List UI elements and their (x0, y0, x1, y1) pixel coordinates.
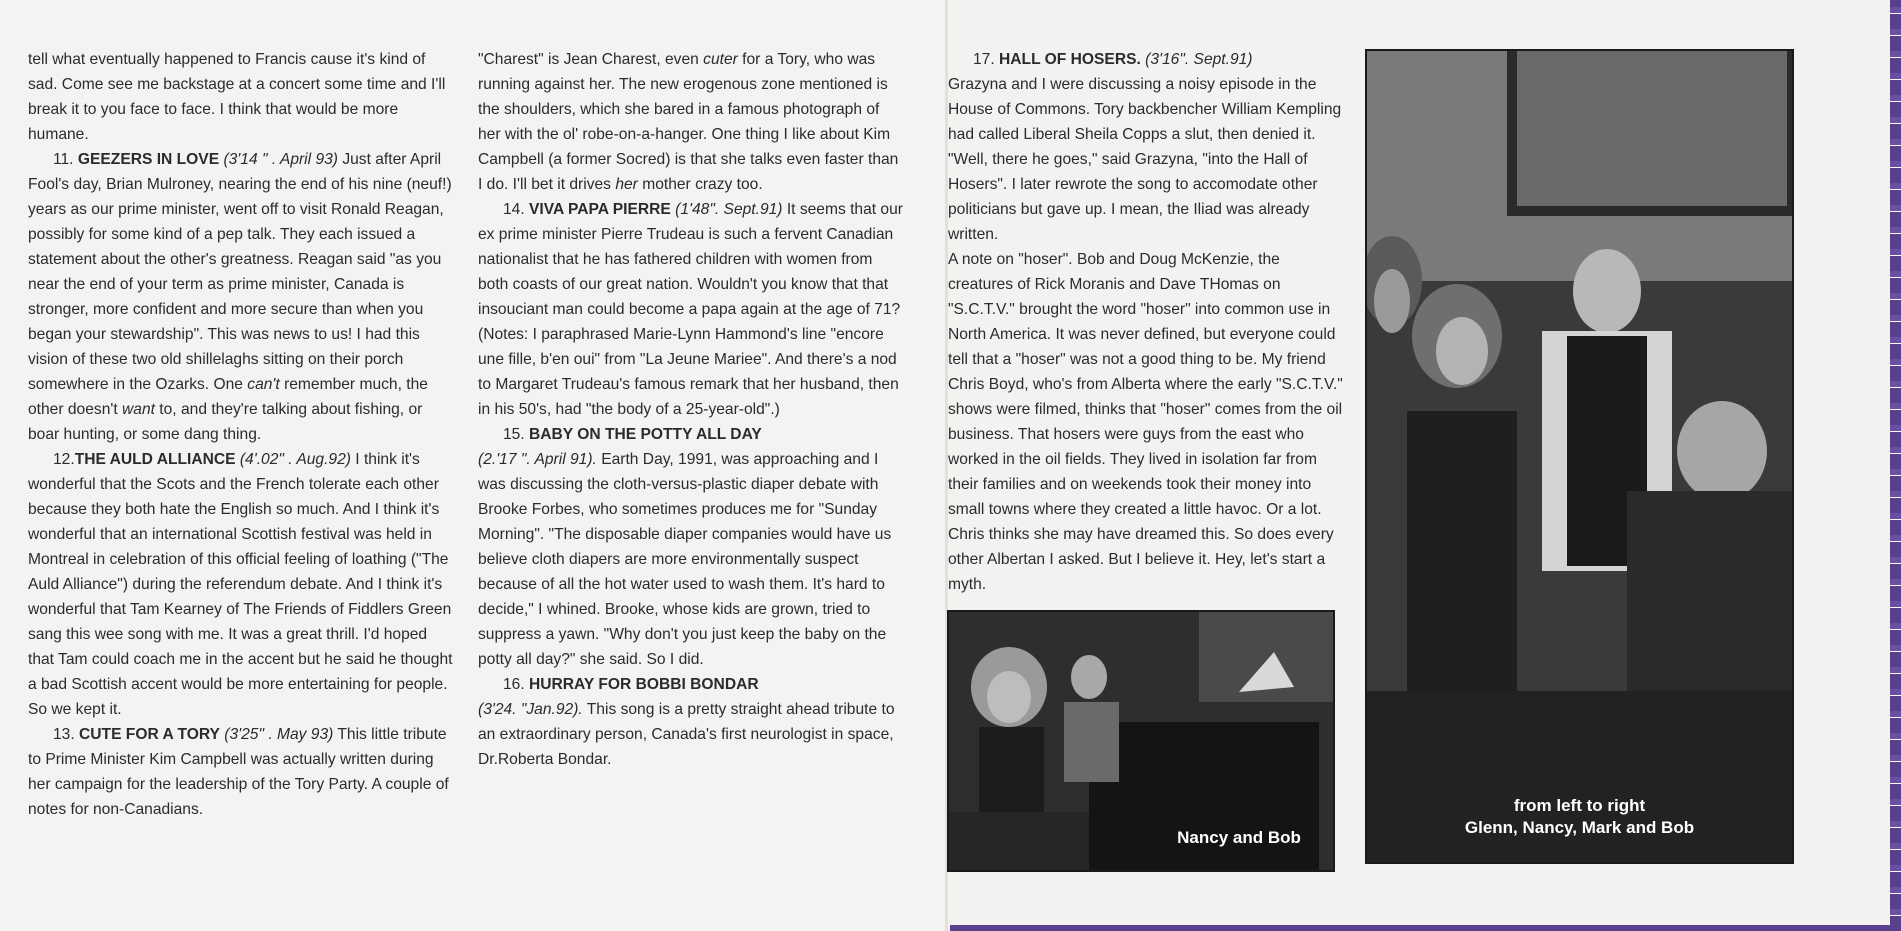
paragraph-hoser-note: A note on "hoser". Bob and Doug McKenzie, the creatures of Rick Moranis and Dave THomas on "S.C.T.V." brought the word "hoser" into common use in North America. It was never defined, but everyone could tell that a "hoser" was not a good thing to be. My friend Chris Boyd, who's from Alberta where the early "S.C.T.V." shows were filmed, thinks that "hoser" comes from the oil business. That hosers were guys from the east who worked in the oil fields. They lived in isolation far from their families and on weekends took their money into small towns where they created a little havoc. Or a lot. Chris thinks she may have dreamed this. So does every other Albertan I asked. But I believe it. Hey, let's start a myth. (948, 251, 1343, 593)
section-17-heading: 17. HALL OF HOSERS. (3'16". Sept.91) (973, 51, 1253, 68)
section-11: 11. GEEZERS IN LOVE (3'14 " . April 93) Just after April Fool's day, Brian Mulroney, nearing the end of his nine (neuf!) years as our prime minister, went off to visit Ronald Reagan, possibly for some kind of a pep talk. They each issued a statement about the other's greatness. Reagan said "as you near the end of your term as prime minister, Canada is stronger, more confident and more secure than when you began your stewardship". This was news to us! I had this vision of these two old shillelaghs sitting on their porch somewhere in the Ozarks. One can't remember much, the other doesn't want to, and they're talking about fishing, or boar hunting, or some dang thing. (28, 151, 452, 443)
photo-nancy-and-bob (947, 610, 1335, 872)
song-date: (3'16". Sept.91) (1140, 51, 1253, 68)
section-17: Grazyna and I were discussing a noisy episode in the House of Commons. Tory backbencher William Kempling had called Liberal Sheila Copps a slut, then denied it. "Well, there he goes," said Grazyna, "into the Hall of Hosers". I later rewrote the song to accomodate other politicians but gave up. I mean, the Iliad was already written. (948, 76, 1342, 243)
text-column-3 (948, 47, 1348, 597)
section-16-heading: 16. HURRAY FOR BOBBI BONDAR (503, 676, 759, 693)
song-date: (3'14 " . April 93) (219, 151, 338, 168)
photo-caption-line-1: from left to right (1513, 796, 1646, 815)
section-15-heading: 15. BABY ON THE POTTY ALL DAY (503, 426, 762, 443)
section-13: 13. CUTE FOR A TORY (3'25" . May 93) This little tribute to Prime Minister Kim Campbell was actually written during her campaign for the leadership of the Tory Party. A couple of notes for non-Canadians. (28, 726, 449, 818)
text-column-2 (478, 47, 903, 772)
song-title: VIVA PAPA PIERRE (529, 201, 671, 218)
paragraph-charest: "Charest" is Jean Charest, even cuter for a Tory, who was running against her. The new erogenous zone mentioned is the shoulders, which she bared in a famous photograph of her with the ol' robe-on-a-hanger. One thing I like about Kim Campbell (a former Socred) is that she talks even faster than I do. I'll bet it drives her mother crazy too. (478, 51, 899, 193)
song-date: (4'.02" . Aug.92) (235, 451, 351, 468)
song-title: HURRAY FOR BOBBI BONDAR (529, 676, 759, 693)
section-12: 12.THE AULD ALLIANCE (4'.02" . Aug.92) I think it's wonderful that the Scots and the French tolerate each other because they both hate the English so much. And I think it's wonderful that an international Scottish festival was held in Montreal in celebration of this official feeling of loathing ("The Auld Alliance") during the referendum debate. And I think it's wonderful that Tam Kearney of The Friends of Fiddlers Green sang this wee song with me. It was a great thrill. I'd hoped that Tam could coach me in the accent but he said he thought a bad Scottish accent would be more entertaining for people. So we kept it. (28, 451, 453, 718)
photo-band (1365, 49, 1794, 864)
song-date: (1'48". Sept.91) (670, 201, 783, 218)
photo-band-image (1367, 51, 1792, 862)
song-date: (3'25" . May 93) (219, 726, 334, 743)
song-title: GEEZERS IN LOVE (77, 151, 220, 168)
paragraph-intro: tell what eventually happened to Francis cause it's kind of sad. Come see me backstage at a concert some time and I'll break it to you face to face. I think that would be more humane. (28, 51, 446, 143)
section-14: 14. VIVA PAPA PIERRE (1'48". Sept.91) It seems that our ex prime minister Pierre Trudeau is such a fervent Canadian nationalist that he has fathered children with women from both coasts of our great nation. Wouldn't you know that that insouciant man could become a papa again at the age of 71? (Notes: I paraphrased Marie-Lynn Hammond's line "encore une fille, b'en oui" from "La Jeune Mariee". And there's a nod to Margaret Trudeau's famous remark that her husband, then in his 50's, had "the body of a 25-year-old".) (478, 201, 903, 418)
song-title: THE AULD ALLIANCE (74, 451, 236, 468)
photo-caption-line-2: Glenn, Nancy, Mark and Bob (1464, 818, 1695, 837)
purple-edge (1890, 0, 1901, 931)
photo-caption: Nancy and Bob (1177, 828, 1301, 847)
text-column-1 (28, 47, 453, 822)
purple-bottom-strip (950, 925, 1890, 931)
section-16: (3'24. "Jan.92). This song is a pretty straight ahead tribute to an extraordinary person, Canada's first neurologist in space, Dr.Roberta Bondar. (478, 701, 895, 768)
song-title: BABY ON THE POTTY ALL DAY (529, 426, 762, 443)
song-date: (3'24. "Jan.92). (478, 701, 583, 718)
song-title: HALL OF HOSERS. (999, 51, 1141, 68)
section-15: (2.'17 ". April 91). Earth Day, 1991, was approaching and I was discussing the cloth-versus-plastic diaper debate with Brooke Forbes, who sometimes produces me for "Sunday Morning". "The disposable diaper companies would have us believe cloth diapers are more environmentally suspect because of all the hot water used to wash them. It's hard to decide," I whined. Brooke, whose kids are grown, tried to suppress a yawn. "Why don't you just keep the baby on the potty all day?" she said. So I did. (478, 451, 892, 668)
song-title: CUTE FOR A TORY (79, 726, 220, 743)
song-date: (2.'17 ". April 91). (478, 451, 597, 468)
